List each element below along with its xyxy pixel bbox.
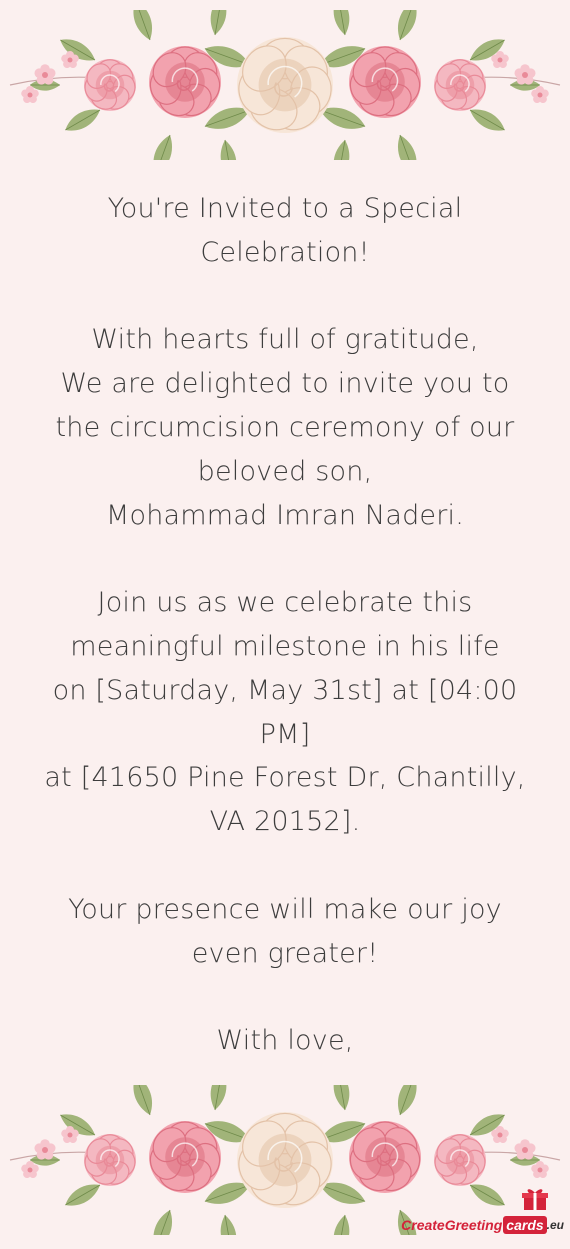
gift-icon: [520, 1187, 550, 1211]
rose: [234, 1112, 337, 1212]
gratitude-paragraph: [30, 318, 540, 537]
heading-line: Celebration!: [200, 236, 370, 268]
site-watermark[interactable]: [401, 1207, 564, 1243]
leaf: [128, 10, 157, 43]
garland-roses: [20, 37, 550, 137]
leaf: [218, 1214, 240, 1235]
rose: [432, 59, 488, 113]
presence-line: Your presence will make our joy: [68, 893, 502, 925]
rose: [432, 1134, 488, 1188]
heading-line: You're Invited to a Special: [107, 193, 463, 224]
invite-heading: [30, 187, 540, 275]
leaf: [393, 1085, 422, 1118]
watermark-text: .eu: [546, 1218, 564, 1232]
gratitude-line: With hearts full of gratitude,: [91, 324, 479, 356]
presence-paragraph: [30, 888, 540, 976]
watermark-text: CreateGreeting: [401, 1217, 503, 1233]
gratitude-line: beloved son,: [197, 455, 373, 487]
gratitude-line: the circumcision ceremony of our: [55, 411, 515, 443]
details-paragraph: [30, 581, 540, 844]
leaf: [331, 139, 353, 160]
rose: [234, 37, 337, 137]
watermark-text: cards: [503, 1216, 546, 1234]
garland-roses: [20, 1112, 550, 1212]
leaf: [128, 1085, 157, 1118]
invitation-message: [30, 187, 540, 1107]
closing-paragraph: [30, 1019, 540, 1063]
event-date-time: on [Saturday, May 31st] at [04:00: [52, 674, 518, 706]
top-floral-garland: [0, 10, 570, 160]
leaf: [218, 139, 240, 160]
rose: [82, 59, 138, 113]
event-date-time: PM]: [259, 718, 311, 750]
details-line: Join us as we celebrate this: [97, 587, 473, 619]
son-name: Mohammad Imran Naderi.: [105, 499, 465, 531]
closing-line: With love,: [216, 1025, 354, 1057]
details-line: meaningful milestone in his life: [70, 630, 500, 662]
event-address: at [41650 Pine Forest Dr, Chantilly,: [44, 762, 526, 794]
leaf: [393, 10, 422, 43]
event-address: VA 20152].: [209, 806, 361, 838]
rose: [82, 1134, 138, 1188]
gratitude-line: We are delighted to invite you to: [60, 368, 510, 400]
leaf: [331, 1214, 353, 1235]
presence-line: even greater!: [191, 937, 379, 969]
